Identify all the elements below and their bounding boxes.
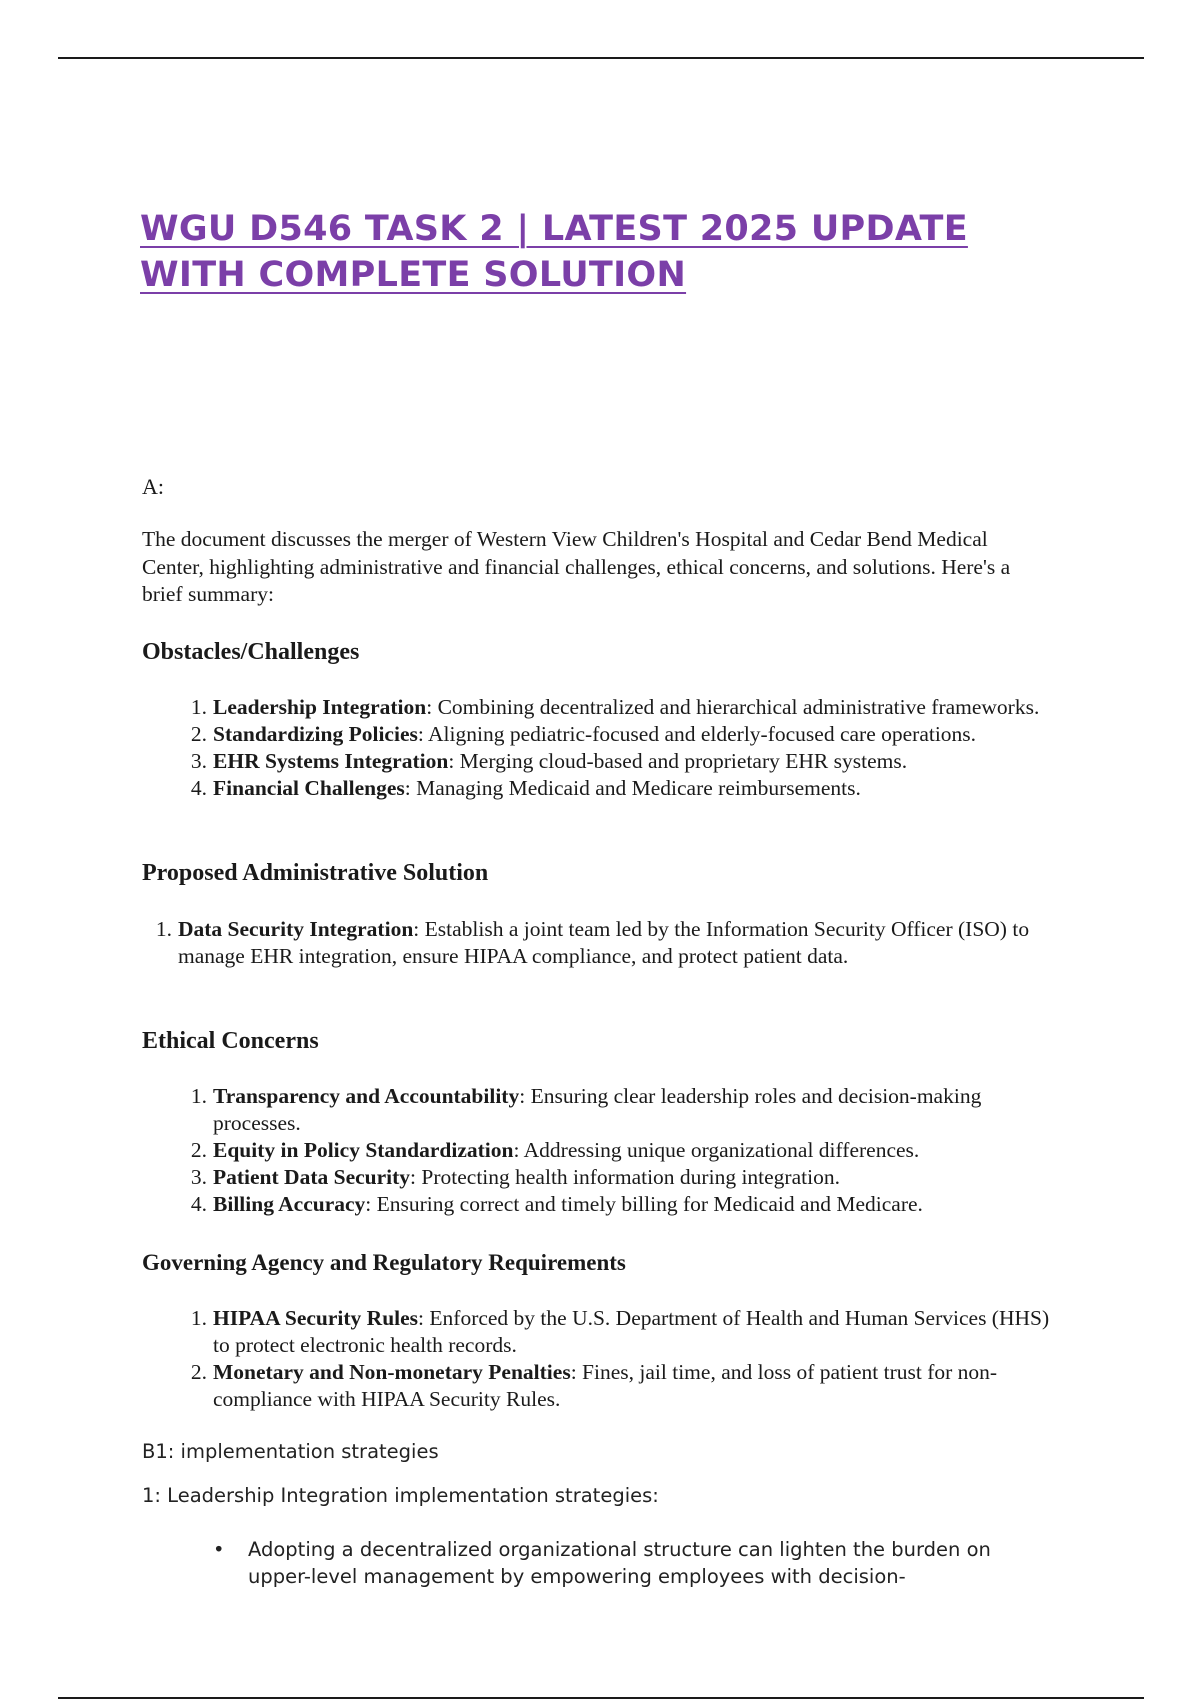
list-term: HIPAA Security Rules: [213, 1306, 419, 1330]
list-number: 2.: [190, 1138, 207, 1162]
list-text: : Ensuring correct and timely billing for Medicaid and Medicare.: [365, 1192, 923, 1216]
list-term: Monetary and Non-monetary Penalties: [213, 1360, 571, 1384]
list-term: EHR Systems Integration: [213, 749, 449, 773]
list-text: : Protecting health information during integration.: [410, 1165, 840, 1189]
bullet-text: Adopting a decentralized organizational structure can lighten the burden on upper-level management by empowering employees with decision-: [248, 1538, 991, 1588]
list-term: Billing Accuracy: [213, 1192, 366, 1216]
list-number: 1.: [190, 1084, 207, 1108]
list-number: 4.: [190, 776, 207, 800]
list-text: : Addressing unique organizational differences.: [513, 1138, 920, 1162]
list-text: : Enforced by the U.S. Department of Health and Human Services (HHS) to protect electronic health records.: [213, 1306, 1050, 1357]
list-number: 2.: [190, 722, 207, 746]
solution-heading: Proposed Administrative Solution: [142, 860, 489, 886]
solution-list: [155, 916, 1048, 970]
list-item: [155, 916, 1048, 970]
list-text: : Fines, jail time, and loss of patient trust for non-compliance with HIPAA Security Rules.: [213, 1360, 998, 1411]
governing-heading: Governing Agency and Regulatory Requirements: [142, 1250, 626, 1275]
obstacles-list: [190, 694, 1063, 802]
list-item: [190, 1083, 1063, 1137]
list-text: : Combining decentralized and hierarchical administrative frameworks.: [426, 695, 1040, 719]
list-number: 3.: [190, 1165, 207, 1189]
list-text: : Aligning pediatric-focused and elderly-focused care operations.: [417, 722, 977, 746]
governing-list: [190, 1305, 1063, 1413]
list-text: : Establish a joint team led by the Information Security Officer (ISO) to manage EHR integration, ensure HIPAA compliance, and protect patient data.: [178, 917, 1030, 968]
list-term: Financial Challenges: [213, 776, 405, 800]
list-number: 2.: [190, 1360, 207, 1384]
list-text: : Managing Medicaid and Medicare reimbursements.: [404, 776, 861, 800]
ethical-heading: Ethical Concerns: [142, 1028, 319, 1054]
list-item: [190, 1359, 1063, 1413]
list-term: Leadership Integration: [213, 695, 427, 719]
bullet-icon: •: [213, 1538, 225, 1561]
ethical-list: [190, 1083, 1063, 1218]
list-number: 1.: [155, 917, 172, 941]
top-rule: [58, 57, 1144, 59]
list-item: [190, 1191, 1063, 1218]
list-term: Data Security Integration: [178, 917, 414, 941]
list-term: Patient Data Security: [213, 1165, 411, 1189]
list-term: Equity in Policy Standardization: [213, 1138, 514, 1162]
list-number: 4.: [190, 1192, 207, 1216]
list-item: [190, 1164, 1063, 1191]
list-item: [190, 1305, 1063, 1359]
list-text: : Ensuring clear leadership roles and decision-making processes.: [213, 1084, 982, 1135]
b1-heading: B1: implementation strategies: [142, 1440, 439, 1463]
list-text: : Merging cloud-based and proprietary EHR systems.: [448, 749, 908, 773]
list-number: 1.: [190, 695, 207, 719]
list-term: Transparency and Accountability: [213, 1084, 520, 1108]
list-item: [190, 721, 1063, 748]
list-number: 3.: [190, 749, 207, 773]
list-item: [190, 694, 1063, 721]
section-a-label: A:: [142, 474, 164, 499]
intro-paragraph: The document discusses the merger of Western View Children's Hospital and Cedar Bend Medical Center, highlighting administrative and financial challenges, ethical concerns, and solutions. Here's a brief summary:: [142, 527, 1011, 606]
list-item: [190, 775, 1063, 802]
list-number: 1.: [190, 1306, 207, 1330]
bottom-rule: [58, 1697, 1144, 1699]
list-item: [190, 1137, 1063, 1164]
list-item: [190, 748, 1063, 775]
list-term: Standardizing Policies: [213, 722, 418, 746]
b1-bullet-item: [213, 1536, 1048, 1590]
document-title: WGU D546 TASK 2 | LATEST 2025 UPDATE WITH COMPLETE SOLUTION: [140, 209, 968, 295]
b1-subheading: 1: Leadership Integration implementation strategies:: [142, 1484, 659, 1507]
obstacles-heading: Obstacles/Challenges: [142, 639, 360, 665]
